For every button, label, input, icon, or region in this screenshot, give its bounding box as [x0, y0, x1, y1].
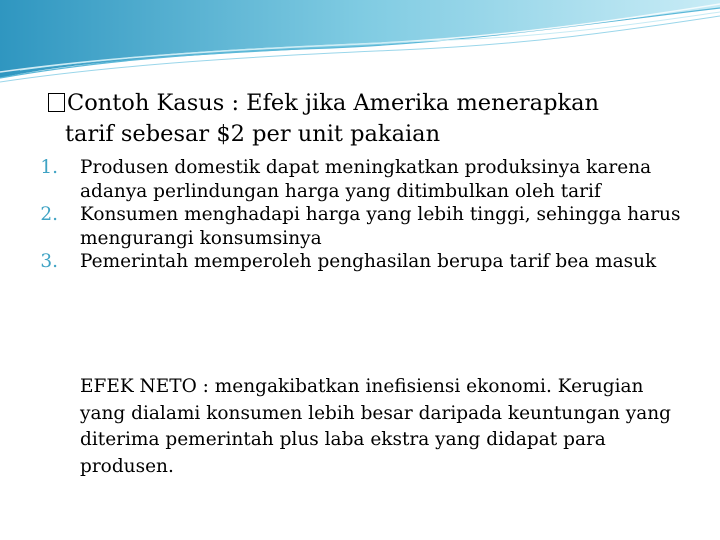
decorative-wave-banner [0, 0, 720, 95]
list-item-text: Konsumen menghadapi harga yang lebih tinggi, sehingga harus mengurangi konsumsinya [80, 204, 681, 249]
list-item-number: 1. [40, 157, 58, 178]
missing-glyph-box-icon [48, 93, 65, 112]
slide-title [48, 88, 688, 150]
list-item [18, 203, 698, 250]
list-item [18, 250, 698, 274]
slide-title-line1: Contoh Kasus : Efek jika Amerika menerapkan [67, 90, 600, 116]
list-item [18, 156, 698, 203]
slide-title-line2: tarif sebesar $2 per unit pakaian [65, 121, 441, 147]
list-item-text: Pemerintah memperoleh penghasilan berupa tarif bea masuk [80, 251, 657, 273]
list-item-text: Produsen domestik dapat meningkatkan produksinya karena adanya perlindungan harga yang ditimbulkan oleh tarif [80, 157, 652, 202]
list-item-number: 2. [40, 204, 58, 226]
list-item-number: 3. [40, 251, 58, 273]
numbered-list [18, 156, 698, 274]
banner-wave-fill [0, 0, 720, 78]
effect-paragraph: EFEK NETO : mengakibatkan inefisiensi ekonomi. Kerugian yang dialami konsumen lebih besar daripada keuntungan yang diterima pemerintah plus laba ekstra yang didapat para produsen. [80, 376, 672, 477]
